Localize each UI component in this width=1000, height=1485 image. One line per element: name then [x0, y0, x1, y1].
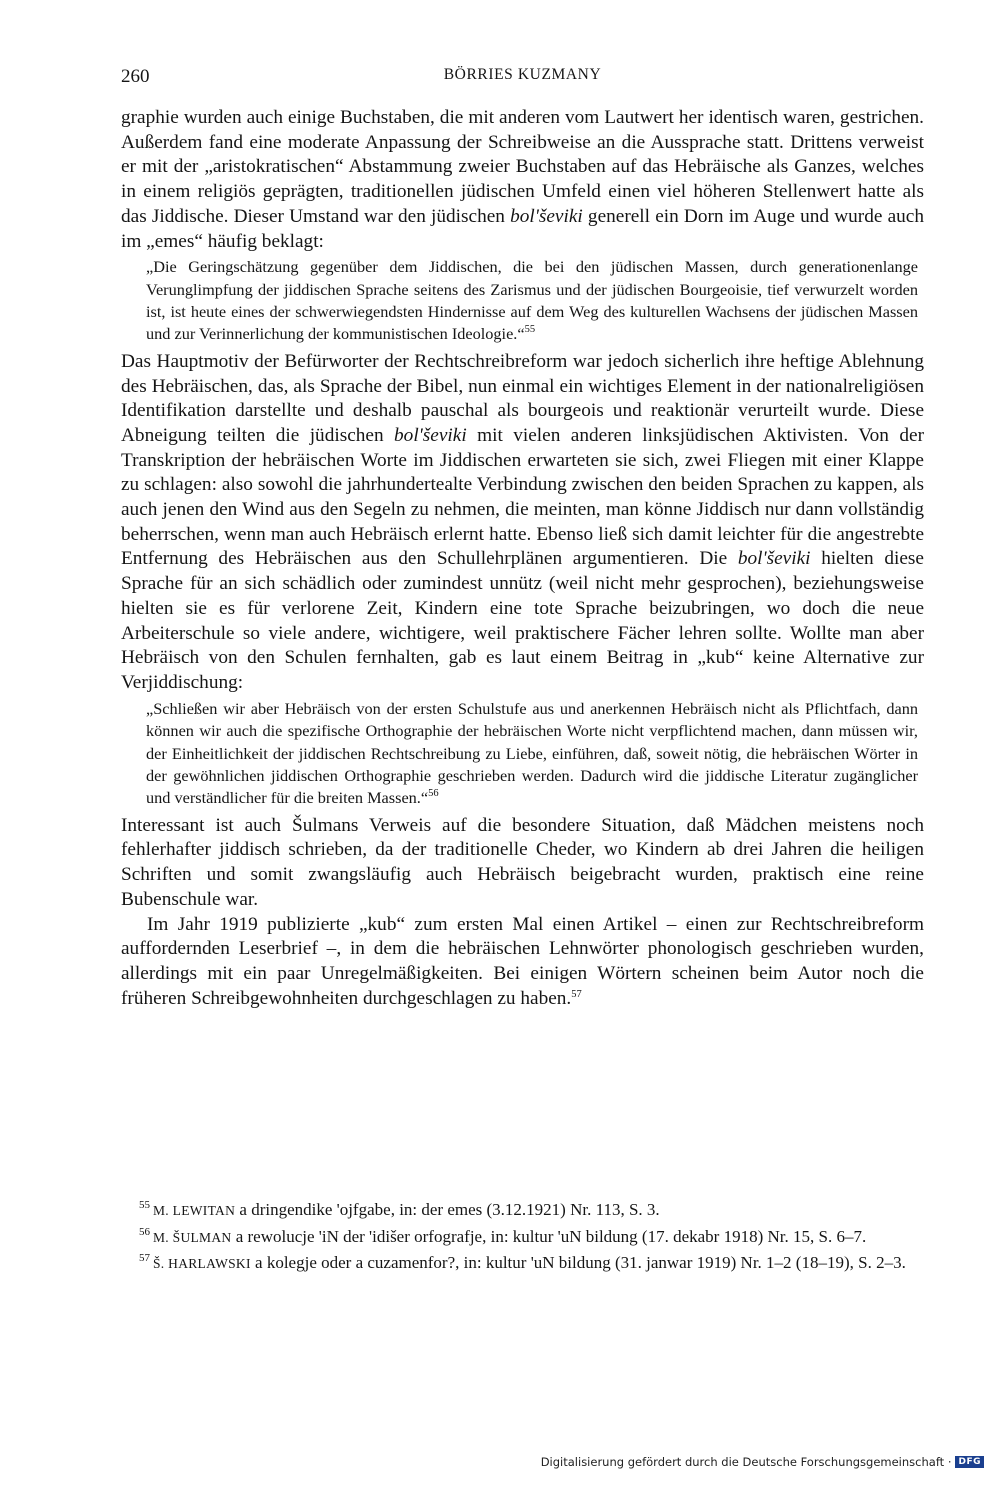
footnote-56 [121, 1225, 924, 1250]
footnote-text: a dringendike 'ojfgabe, in: der emes (3.12.1921) Nr. 113, S. 3. [235, 1200, 660, 1219]
paragraph-2-part-a: Das Hauptmotiv der Befürworter der Rechtschreibreform war jedoch sicherlich ihre heftige Ablehnung des Hebräischen, das, als Sprache der Bibel, nun einmal ein wichtiges Element in der nationalreligiösen Identifikation darstellte und deshalb pauschal als bourgeois und reaktionär verurteilt wurde. Diese Abneigung teilten die jüdischen [121, 350, 924, 446]
paragraph-2 [121, 350, 924, 696]
term-bolseviki: bol'ševiki [510, 205, 583, 227]
footnote-57 [121, 1251, 924, 1276]
footnote-ref-55[interactable]: 55 [524, 324, 536, 336]
term-bolseviki: bol'ševiki [737, 548, 811, 570]
paragraph-1-part-a: graphie wurden auch einige Buchstaben, die mit anderen vom Lautwert her identisch waren, gestrichen. Außerdem fand eine moderate Anpassung der Schreibweise an die Aussprache statt. Drittens verweist er mit der „aristokratischen“ Abstammung zweier Buchstaben auf das Hebräische als Ganzes, welches in einem religiös geprägten, traditionellen jüdischen Umfeld einen viel höheren Stellenwert hatte als das Jiddische. Dieser Umstand war den jüdischen [121, 107, 924, 227]
block-quote-2-text: „Schließen wir aber Hebräisch von der ersten Schulstufe aus und anerkennen Hebräisch nicht als Pflichtfach, dann können wir auch die spezifische Orthographie der hebräischen Worte nicht verpflichtend machen, dann müssen wir, der Einheitlichkeit der jiddischen Rechtschreibung zu Liebe, einführen, daß, soweit nötig, die hebräischen Wörter in der gewöhnlichen jiddischen Orthographie geschrieben werden. Dadurch wird die jiddische Literatur zugänglicher und verständlicher für die breiten Massen.“ [146, 698, 918, 808]
footnote-number: 55 [139, 1199, 150, 1211]
paragraph-1-part-c: generell ein Dorn im Auge und wurde auch im „emes“ häufig beklagt: [121, 205, 924, 252]
footnotes [121, 1198, 924, 1278]
footnote-author: M. ŠULMAN [153, 1229, 232, 1245]
paragraph-1 [121, 106, 924, 254]
dfg-logo-icon: DFG [955, 1456, 984, 1468]
term-bolseviki: bol'ševiki [394, 424, 467, 446]
footnote-author: Š. HARLAWSKI [153, 1256, 251, 1271]
footnote-text: a kolegje oder a cuzamenfor?, in: kultur 'uN bildung (31. janwar 1919) Nr. 1–2 (18–19), S. 2–3. [250, 1253, 906, 1272]
paragraph-2-part-e: hielten diese Sprache für an sich schädlich oder zumindest unnütz (weil nicht mehr gesprochen), beziehungsweise hielten sie es für verlorene Zeit, Kindern eine tote Sprache beizubringen, wo doch die neue Arbeiterschule so viele andere, wichtigere, weil praktischere Fächer lehren sollte. Wollte man aber Hebräisch von den Schulen fernhalten, gab es laut einem Beitrag in „kub“ keine Alternative zur Verjiddischung: [121, 548, 924, 693]
block-quote-1-text: „Die Geringschätzung gegenüber dem Jiddischen, die bei den jüdischen Massen, durch generationenlange Verunglimpfung der jiddischen Sprache seitens des Zarismus und der jüdischen Bourgeoisie, tief verwurzelt worden ist, ist heute eines der schwerwiegendsten Hindernisse auf dem Weg des kulturellen Wachsens der jüdischen Massen und zur Verinnerlichung der kommunistischen Ideologie.“ [146, 257, 918, 344]
page-header [121, 66, 924, 96]
block-quote-1 [146, 256, 918, 346]
main-text [121, 106, 924, 1011]
block-quote-2 [146, 698, 918, 810]
paragraph-2-part-c: mit vielen anderen linksjüdischen Aktivisten. Von der Transkription der hebräischen Worte im Jiddischen erwarteten sie sich, zwei Fliegen mit einer Klappe zu schlagen: also sowohl die jahrhundertealte Verbindung zwischen den beiden Sprachen zu kappen, als auch jenen den Wind aus den Segeln zu nehmen, die meinten, man könne Jiddisch nur dann vollständig beherrschen, wenn man auch Hebräisch erlernt hatte. Ebenso ließ sich damit leichter für die angestrebte Entfernung des Hebräischen aus den Schullehrplänen argumentieren. Die [121, 424, 924, 570]
paragraph-4-text: Im Jahr 1919 publizierte „kub“ zum ersten Mal einen Artikel – einen zur Rechtschreibreform auffordernden Leserbrief –, in dem die hebräischen Lehnwörter phonologisch geschrieben wurden, allerdings mit ein paar Unregelmäßigkeiten. Bei einigen Wörtern scheinen beim Autor noch die früheren Schreibgewohnheiten durchgeschlagen zu haben. [121, 913, 924, 1009]
running-title: BÖRRIES KUZMANY [443, 66, 602, 83]
footnote-number: 56 [139, 1225, 150, 1238]
footnote-ref-57[interactable]: 57 [571, 988, 582, 1000]
footnote-55 [121, 1198, 924, 1223]
footnote-text: a rewolucje 'iN der 'idišer orfografje, in: kultur 'uN bildung (17. dekabr 1918) Nr. 15, S. 6–7. [231, 1226, 867, 1246]
paragraph-3: Interessant ist auch Šulmans Verweis auf die besondere Situation, daß Mädchen meistens noch fehlerhafter jiddisch schrieben, da der traditionelle Cheder, wo Kindern ab drei Jahren die heiligen Schriften und somit zwangsläufig auch Hebräisch beigebracht wurden, praktisch eine reine Bubenschule war. [121, 814, 924, 910]
digitization-credit [541, 1455, 984, 1469]
footnote-author: M. LEWITAN [153, 1203, 236, 1218]
page-number: 260 [121, 66, 150, 87]
footnote-number: 57 [139, 1252, 150, 1264]
footnote-ref-56[interactable]: 56 [428, 788, 439, 800]
paragraph-4 [121, 913, 924, 1012]
credit-text: Digitalisierung gefördert durch die Deutsche Forschungsgemeinschaft · [540, 1455, 952, 1469]
